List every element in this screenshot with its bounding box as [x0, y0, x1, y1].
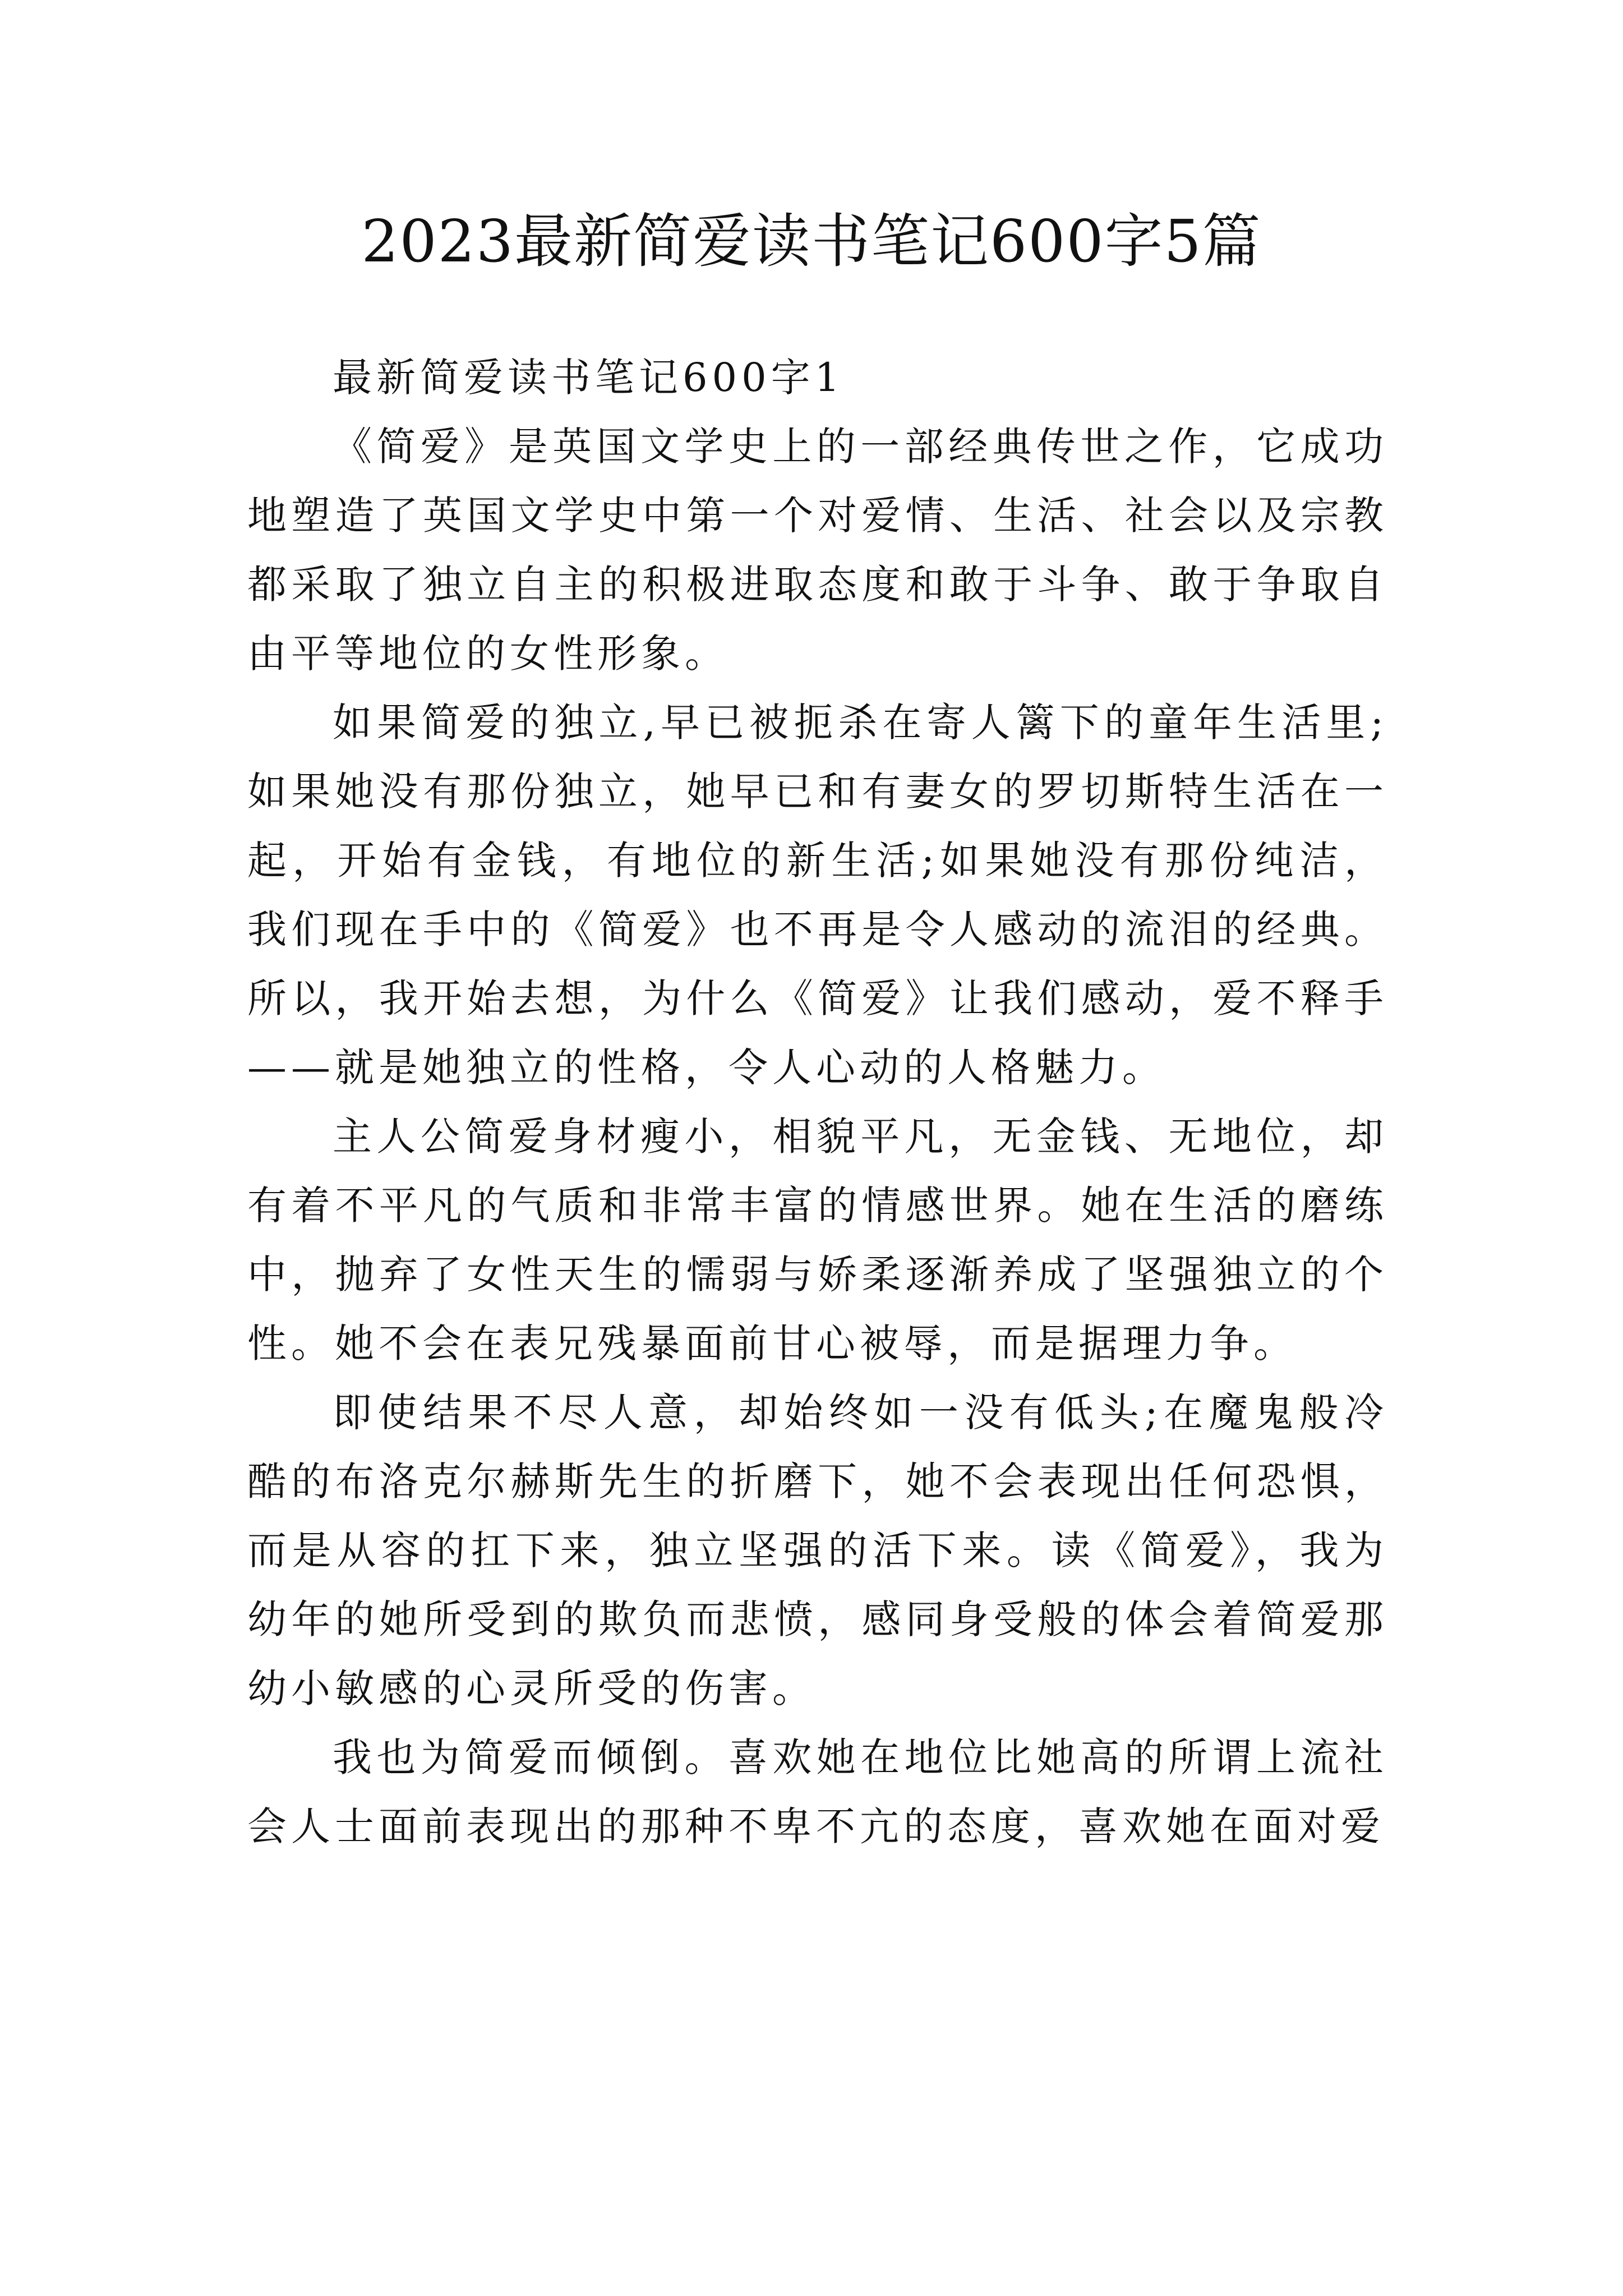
paragraph: 如果简爱的独立,早已被扼杀在寄人篱下的童年生活里;如果她没有那份独立，她早已和有妻女的罗切斯特生活在一起，开始有金钱，有地位的新生活;如果她没有那份纯洁，我们现在手中的《简爱》也不再是令人感动的流泪的经典。所以，我开始去想，为什么《简爱》让我们感动，爱不释手——就是她独立的性格，令人心动的人格魅力。 [247, 700, 1388, 1091]
section-heading: 最新简爱读书笔记600字1 [333, 355, 845, 401]
paragraph: 我也为简爱而倾倒。喜欢她在地位比她高的所谓上流社会人士面前表现出的那种不卑不亢的态度，喜欢她在面对爱 [247, 1734, 1388, 1849]
paragraph: 《简爱》是英国文学史上的一部经典传世之作，它成功地塑造了英国文学史中第一个对爱情、生活、社会以及宗教都采取了独立自主的积极进取态度和敢于斗争、敢于争取自由平等地位的女性形象。 [247, 424, 1388, 677]
document-title: 2023最新简爱读书笔记600字5篇 [361, 207, 1262, 275]
paragraph: 即使结果不尽人意，却始终如一没有低头;在魔鬼般冷酷的布洛克尔赫斯先生的折磨下，她不会表现出任何恐惧，而是从容的扛下来，独立坚强的活下来。读《简爱》，我为幼年的她所受到的欺负而悲愤，感同身受般的体会着简爱那幼小敏感的心灵所受的伤害。 [247, 1389, 1388, 1711]
paragraph: 主人公简爱身材瘦小，相貌平凡，无金钱、无地位，却有着不平凡的气质和非常丰富的情感世界。她在生活的磨练中，抛弃了女性天生的懦弱与娇柔逐渐养成了坚强独立的个性。她不会在表兄残暴面前甘心被辱，而是据理力争。 [247, 1114, 1388, 1366]
document-body [247, 343, 1388, 1861]
